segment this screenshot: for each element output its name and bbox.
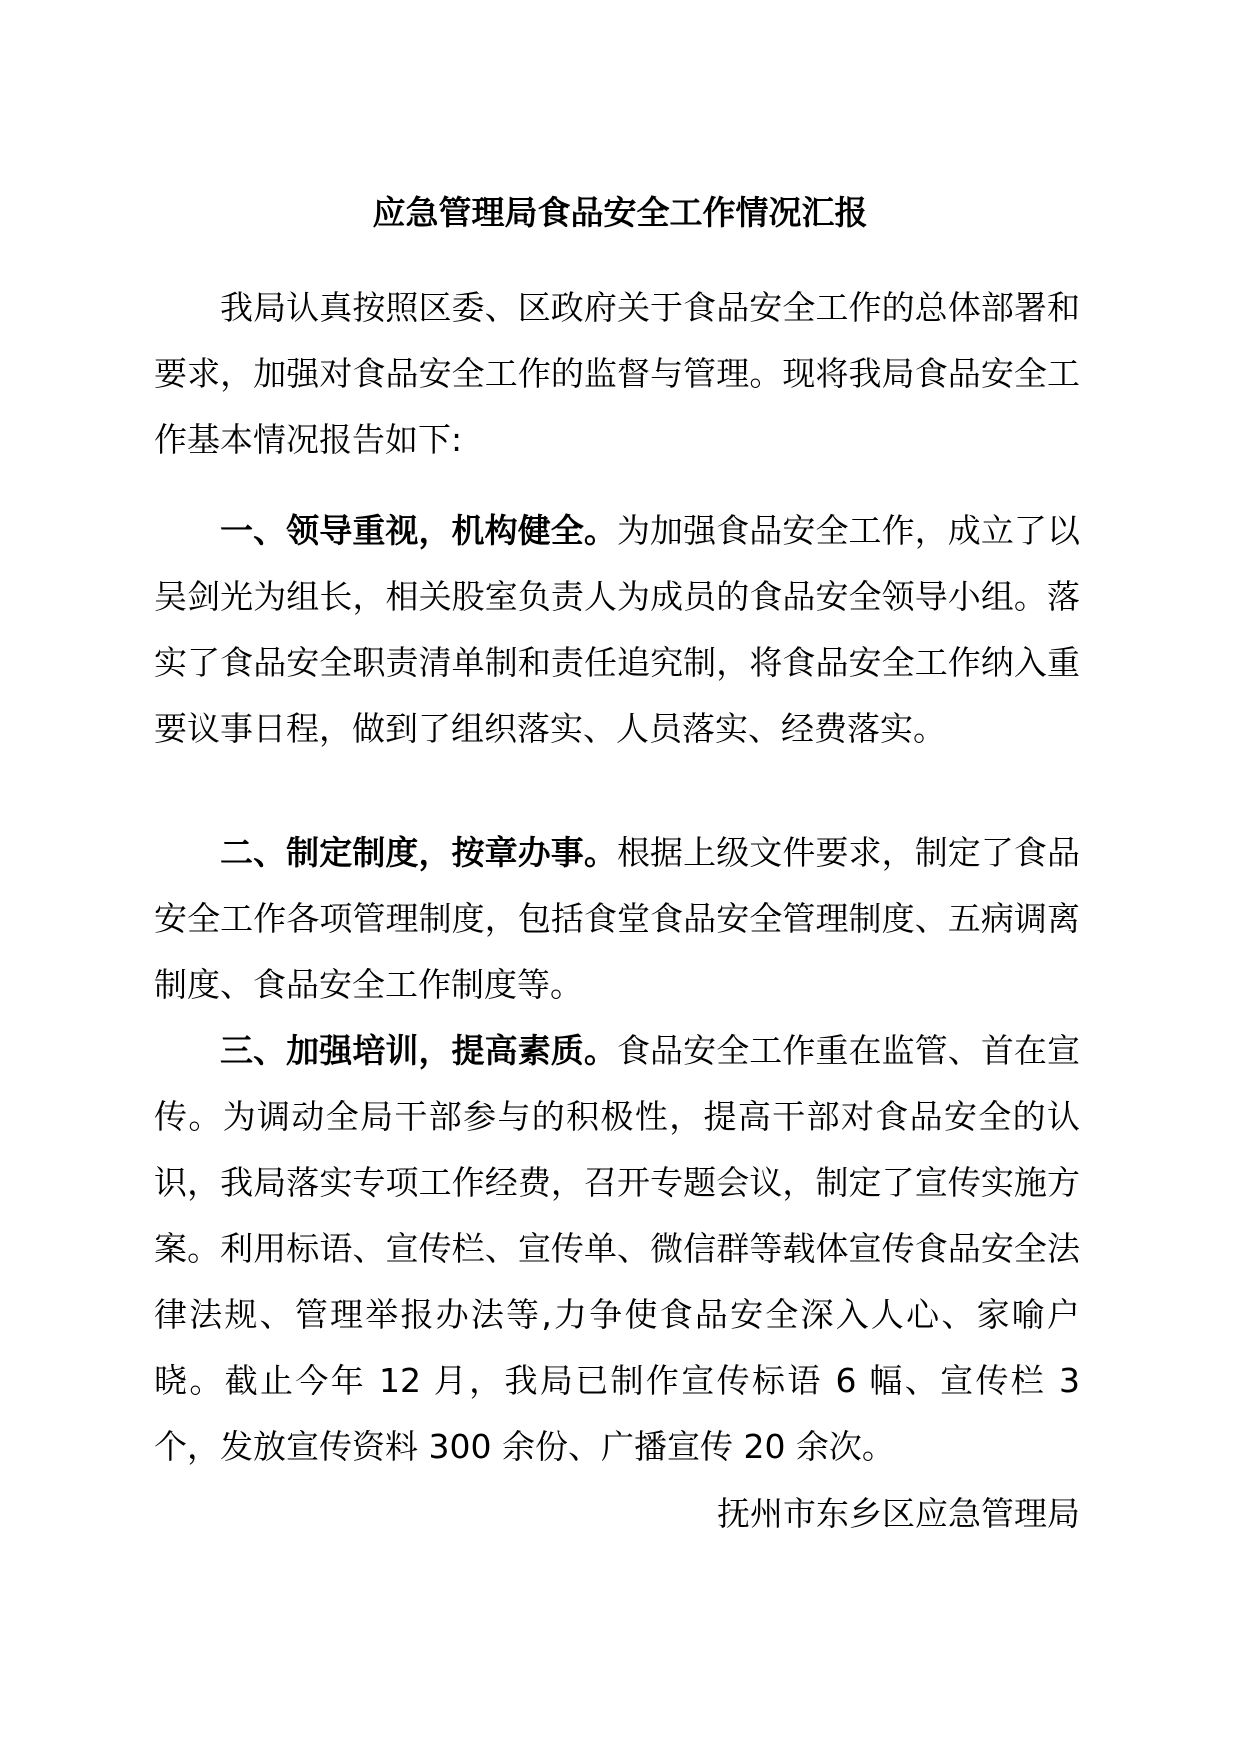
section-3-heading: 三、加强培训，提高素质。 bbox=[220, 1031, 617, 1070]
section-1-paragraph bbox=[154, 498, 1080, 762]
section-1-heading: 一、领导重视，机构健全。 bbox=[220, 511, 617, 550]
section-2 bbox=[154, 820, 1080, 1018]
signature: 抚州市东乡区应急管理局 bbox=[717, 1494, 1080, 1533]
section-2-paragraph bbox=[154, 820, 1080, 1018]
section-1-text: 为加强食品安全工作，成立了以吴剑光为组长，相关股室负责人为成员的食品安全领导小组。落实了食品安全职责清单制和责任追究制，将食品安全工作纳入重要议事日程，做到了组织落实、人员落实、经费落实。 bbox=[154, 511, 1081, 748]
section-3-text: 食品安全工作重在监管、首在宣传。为调动全局干部参与的积极性，提高干部对食品安全的认识，我局落实专项工作经费，召开专题会议，制定了宣传实施方案。利用标语、宣传栏、宣传单、微信群等载体宣传食品安全法律法规、管理举报办法等,力争使食品安全深入人心、家喻户晓。截止今年 12 月，我局已制作宣传标语 6 幅、宣传栏 3 个，发放宣传资料 300 余份、广播宣传 20 余次。 bbox=[154, 1031, 1081, 1466]
section-2-heading: 二、制定制度，按章办事。 bbox=[220, 833, 617, 872]
section-3 bbox=[154, 1018, 1080, 1480]
section-2-text: 根据上级文件要求，制定了食品安全工作各项管理制度，包括食堂食品安全管理制度、五病调离制度、食品安全工作制度等。 bbox=[154, 833, 1081, 1004]
intro-paragraph: 我局认真按照区委、区政府关于食品安全工作的总体部署和要求，加强对食品安全工作的监督与管理。现将我局食品安全工作基本情况报告如下: bbox=[154, 288, 1080, 459]
section-1 bbox=[154, 498, 1080, 762]
intro-block bbox=[154, 275, 1080, 473]
document-title: 应急管理局食品安全工作情况汇报 bbox=[372, 193, 868, 232]
section-3-paragraph bbox=[154, 1018, 1080, 1480]
